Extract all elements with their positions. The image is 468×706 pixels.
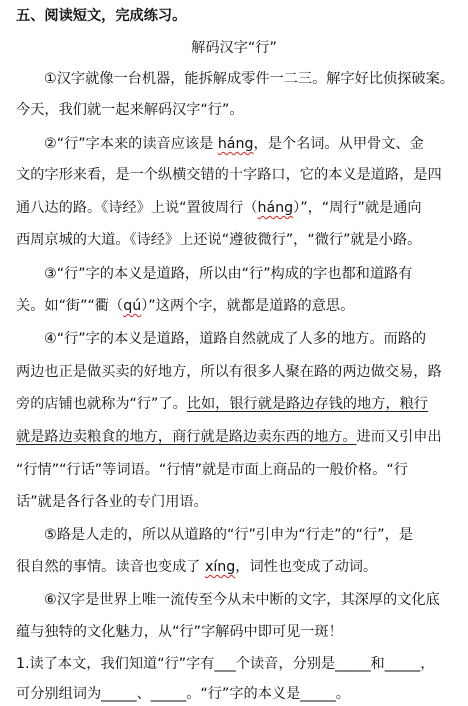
paragraph-5-line-1: ⑤路是人走的，所以从道路的“行”引申为“行走”的“行”，是 <box>44 527 413 543</box>
paragraph-4-line-6: 话”就是各行各业的专门用语。 <box>16 494 208 510</box>
paragraph-6-line-2: 蕴与独特的文化魅力，从“行”字解码中即可见一斑！ <box>16 624 343 640</box>
paragraph-4-line-4: 就是路边卖粮食的地方，商行就是路边卖东西的地方。进而又引申出 <box>16 429 442 445</box>
paragraph-2-line-1: ②“行”字本来的读音应该是 háng，是个名词。从甲骨文、金 <box>44 136 424 152</box>
section-heading: 五、阅读短文，完成练习。 <box>16 8 187 24</box>
paragraph-2-line-3: 通八达的路。《诗经》上说“置彼周行（háng）”，“周行”就是通向 <box>16 200 422 216</box>
paragraph-4-line-5: “行情”“行话”等词语。“行情”就是市面上商品的一般价格。“行 <box>16 462 408 478</box>
underlined-sentence: 就是路边卖粮食的地方，商行就是路边卖东西的地方。 <box>16 429 357 445</box>
paragraph-3-line-2: 关。如“街”“衢（qú）”这两个字，就都是道路的意思。 <box>16 298 355 314</box>
paragraph-6-line-1: ⑥汉字是世界上唯一流传至今从未中断的文字，其深厚的文化底 <box>44 592 440 608</box>
pinyin-xing: xíng <box>204 559 236 575</box>
pinyin-qu: qú <box>123 298 142 314</box>
underlined-sentence: 比如，银行就是路边存钱的地方，粮行 <box>186 396 428 412</box>
paragraph-4-line-1: ④“行”字的本义是道路，道路自然就成了人多的地方。而路的 <box>44 331 427 347</box>
paragraph-2-line-4: 西周京城的大道。《诗经》上还说“遵彼微行”，“微行”就是小路。 <box>16 232 422 248</box>
paragraph-4-line-2: 两边也正是做买卖的好地方，所以有很多人聚在路的两边做交易，路 <box>16 364 442 380</box>
question-1-line-2: 可分别组词为_____、_____。“行”字的本义是_____。 <box>16 686 350 702</box>
pinyin-hang: háng <box>217 136 254 152</box>
pinyin-hang: háng <box>257 200 294 216</box>
passage-title: 解码汉字“行” <box>191 40 277 56</box>
paragraph-3-line-1: ③“行”字的本义是道路，所以由“行”构成的字也都和道路有 <box>44 266 413 282</box>
paragraph-5-line-2: 很自然的事情。读音也变成了 xíng，词性也变成了动词。 <box>16 559 378 575</box>
paragraph-2-line-2: 文的字形来看，是一个纵横交错的十字路口，它的本义是道路，是四 <box>16 167 442 183</box>
paragraph-1-line-1: ①汉字就像一台机器，能拆解成零件一二三。解字好比侦探破案。 <box>44 71 454 87</box>
paragraph-4-line-3: 旁的店铺也就称为“行”了。比如，银行就是路边存钱的地方，粮行 <box>16 396 428 412</box>
paragraph-1-line-2: 今天，我们就一起来解码汉字“行”。 <box>16 102 244 118</box>
question-1-line-1: 1.读了本文，我们知道“行”字有___个读音，分别是_____和_____， <box>16 656 435 672</box>
